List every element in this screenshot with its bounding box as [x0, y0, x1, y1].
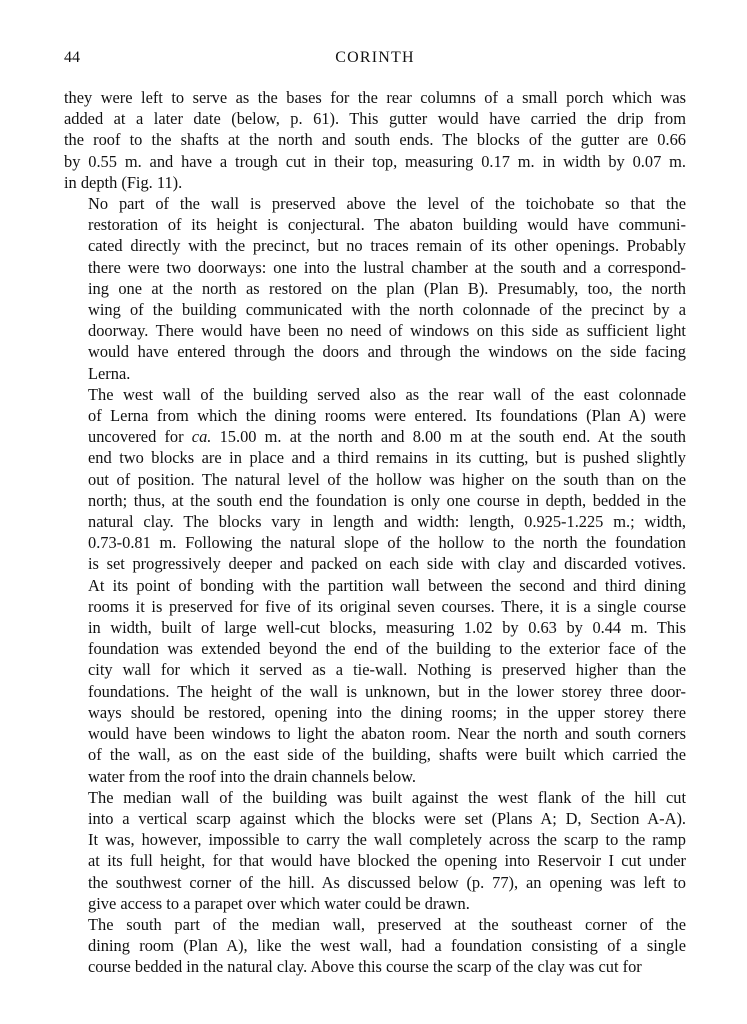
- page-number: 44: [64, 49, 80, 66]
- text-line: give access to a parapet over which water could be drawn.: [88, 893, 470, 913]
- text-line: cated directly with the precinct, but no traces remain of its other openings. Probably: [88, 236, 686, 256]
- text-line: natural clay. The blocks vary in length and width: length, 0.925-1.225 m.; width,: [88, 512, 686, 532]
- text-line: ways should be restored, opening into the dining rooms; in the upper storey there: [88, 702, 686, 722]
- text-line: 0.73-0.81 m. Following the natural slope of the hollow to the north the foundation: [88, 533, 686, 553]
- text-line: of the wall, as on the east side of the building, shafts were built which carried the: [88, 745, 686, 765]
- running-head: [64, 46, 686, 70]
- text-line: At its point of bonding with the partition wall between the second and third dining: [88, 575, 686, 595]
- text-line: city wall for which it served as a tie-wall. Nothing is preserved higher than the: [88, 660, 686, 680]
- text-line: The south part of the median wall, preserved at the southeast corner of the: [88, 914, 686, 934]
- text-line: in width, built of large well-cut blocks, measuring 1.02 by 0.63 by 0.44 m. This: [88, 618, 686, 638]
- text-line: would have been windows to light the abaton room. Near the north and south corners: [88, 724, 686, 744]
- text-line: water from the roof into the drain channels below.: [88, 766, 417, 786]
- text-line: of Lerna from which the dining rooms were entered. Its foundations (Plan A) were: [88, 406, 686, 426]
- text-line: wing of the building communicated with the north colonnade of the precinct by a: [88, 300, 686, 320]
- body-text: [64, 87, 686, 978]
- text-line: It was, however, impossible to carry the wall completely across the scarp to the ramp: [88, 830, 686, 850]
- text-line: The west wall of the building served also as the rear wall of the east colonnade: [88, 384, 686, 404]
- text-line: dining room (Plan A), like the west wall, had a foundation consisting of a single: [88, 936, 686, 956]
- text-line: the southwest corner of the hill. As discussed below (p. 77), an opening was left to: [88, 872, 686, 892]
- text-line: No part of the wall is preserved above the level of the toichobate so that the: [88, 194, 686, 214]
- paragraph: [64, 87, 686, 193]
- text-line: at its full height, for that would have blocked the opening into Reservoir I cut under: [88, 851, 686, 871]
- paragraph: [64, 384, 686, 787]
- paragraph: [64, 914, 686, 978]
- text-line: by 0.55 m. and have a trough cut in their top, measuring 0.17 m. in width by 0.07 m.: [64, 151, 686, 171]
- paragraph: [64, 787, 686, 914]
- text-line: The median wall of the building was built against the west flank of the hill cut: [88, 787, 686, 807]
- text-line: end two blocks are in place and a third remains in its cutting, but is pushed slightly: [88, 448, 686, 468]
- text-line: ing one at the north as restored on the plan (Plan B). Presumably, too, the north: [88, 278, 686, 298]
- text-line: foundation was extended beyond the end of the building to the exterior face of the: [88, 639, 686, 659]
- text-line: course bedded in the natural clay. Above this course the scarp of the clay was cut for: [88, 957, 642, 977]
- text-line: uncovered for ca. 15.00 m. at the north and 8.00 m at the south end. At the south: [88, 427, 686, 447]
- paragraph: [64, 193, 686, 384]
- text-line: is set progressively deeper and packed on each side with clay and discarded votives.: [88, 554, 686, 574]
- text-line: added at a later date (below, p. 61). This gutter would have carried the drip from: [64, 109, 686, 129]
- text-line: there were two doorways: one into the lustral chamber at the south and a correspond-: [88, 257, 686, 277]
- text-line: would have entered through the doors and through the windows on the side facing: [88, 342, 686, 362]
- text-line: foundations. The height of the wall is unknown, but in the lower storey three door-: [88, 681, 686, 701]
- running-title: CORINTH: [335, 49, 415, 66]
- text-line: into a vertical scarp against which the blocks were set (Plans A; D, Section A-A).: [88, 808, 686, 828]
- text-line: they were left to serve as the bases for the rear columns of a small porch which was: [64, 88, 686, 107]
- text-line: Lerna.: [88, 363, 131, 383]
- text-line: rooms it is preserved for five of its original seven courses. There, it is a single course: [88, 596, 686, 616]
- text-line: restoration of its height is conjectural. The abaton building would have communi-: [88, 215, 686, 235]
- text-line: north; thus, at the south end the foundation is only one course in depth, bedded in the: [88, 490, 686, 510]
- text-line: the roof to the shafts at the north and south ends. The blocks of the gutter are 0.66: [64, 130, 686, 150]
- text-line: out of position. The natural level of the hollow was higher on the south than on the: [88, 469, 686, 489]
- text-line: doorway. There would have been no need of windows on this side as sufficient light: [88, 321, 686, 341]
- text-line: in depth (Fig. 11).: [64, 172, 183, 192]
